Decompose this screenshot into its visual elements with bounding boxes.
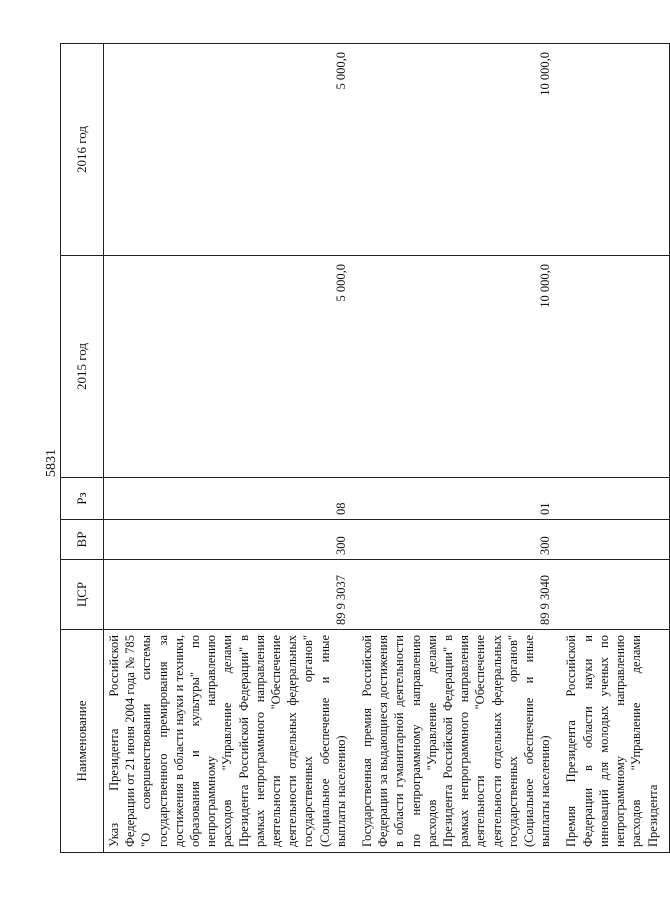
- row-name: Государственная премия Российской Федерации за выдающиеся достижения в области гуманитарной деятельности по непрограммному направлению расходов "Управление делами Президента Российской Федерации" в рамках непрограммного направления деятельности "Обеспечение деятельности отдельных федеральных государственных органов" (Социальное обеспечение и иные выплаты населению): [357, 630, 561, 853]
- header-2016: 2016 год: [61, 44, 104, 256]
- row-2015: [561, 256, 669, 478]
- page-number: 5831: [44, 449, 59, 477]
- table-header-row: [61, 44, 104, 853]
- budget-table: [60, 43, 670, 853]
- row-name: Указ Президента Российской Федерации от 21 июня 2004 года № 785 "О совершенствовании системы государственного премирования за достижения в области науки и техники, образования и культуры" по непрограммному направлению расходов "Управление делами Президента Российской Федерации" в рамках непрограммного направления деятельности "Обеспечение деятельности отдельных федеральных государственных органов" (Социальное обеспечение и иные выплаты населению): [104, 630, 358, 853]
- row-rz: 01: [357, 478, 561, 520]
- header-vr: ВР: [61, 520, 104, 560]
- row-2016: 5 000,0: [104, 44, 358, 256]
- table-row: [357, 44, 561, 853]
- row-vr: 300: [357, 520, 561, 560]
- row-2015: 10 000,0: [357, 256, 561, 478]
- row-rz: 08: [104, 478, 358, 520]
- row-rz: [561, 478, 669, 520]
- header-2015: 2015 год: [61, 256, 104, 478]
- row-vr: [561, 520, 669, 560]
- row-2016: [561, 44, 669, 256]
- table-row: [561, 44, 669, 853]
- row-csr: [561, 560, 669, 630]
- row-2016: 10 000,0: [357, 44, 561, 256]
- row-csr: 89 9 3040: [357, 560, 561, 630]
- header-csr: ЦСР: [61, 560, 104, 630]
- header-rz: Рз: [61, 478, 104, 520]
- row-vr: 300: [104, 520, 358, 560]
- table-row: [104, 44, 358, 853]
- row-csr: 89 9 3037: [104, 560, 358, 630]
- row-2015: 5 000,0: [104, 256, 358, 478]
- header-name: Наименование: [61, 630, 104, 853]
- row-name: Премия Президента Российской Федерации в области науки и инноваций для молодых ученых по непрограммному направлению расходов "Управление делами Президента: [561, 630, 669, 853]
